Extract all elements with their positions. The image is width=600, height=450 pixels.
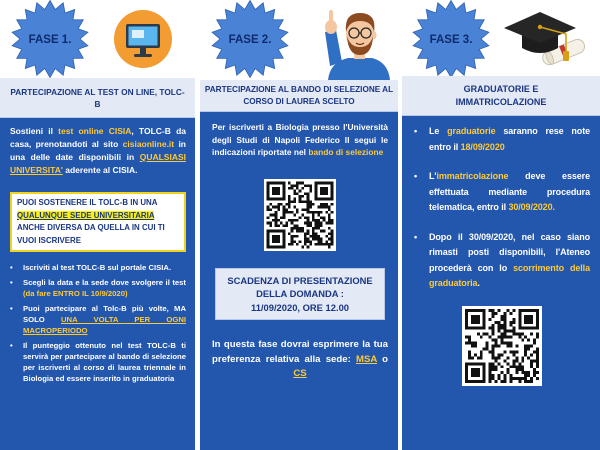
highlighted-text: scorrimento della graduatoria [429,262,590,288]
phase-1-column [0,0,195,450]
qr-code-container [212,179,388,251]
highlighted-text: QUALSIASI UNIVERSITA' [10,152,186,175]
qr-code [264,179,336,251]
graduation-cap-icon [502,3,592,75]
phase-1-banner [0,0,195,80]
phase-2-panel [200,80,398,450]
highlighted-text: QUALUNQUE SEDE UNIVERSITARIA [17,210,155,220]
phase-3-panel [402,76,600,450]
computer-monitor-icon [114,10,172,68]
highlighted-text: 18/09/2020 [460,141,505,152]
phase-1-intro: Sostieni il test online CISIA, TOLC-B da casa, prenotandoti al sito cisiaonline.it in una delle date disponibili in QUALSIASI UNIVERSITA' aderente al CISIA. [10,126,186,175]
highlighted-text: graduatorie [447,126,496,136]
highlighted-text: 30/09/2020. [508,202,555,212]
phase-2-title: PARTECIPAZIONE AL BANDO DI SELEZIONE AL CORSO DI LAUREA SCELTO [204,85,394,106]
phase-1-panel [0,78,195,450]
phase-1-callout-box: PUOI SOSTENERE IL TOLC-B IN UNA QUALUNQUE SEDE UNIVERSITARIA ANCHE DIVERSA DA QUELLA IN CUI TI VUOI ISCRIVERE [10,192,186,252]
phase-1-badge [6,0,94,78]
presenter-character-icon [320,2,392,80]
list-item: • L'immatricolazione deve essere effettuata mediante procedura telematica, entro il 30/09/2020. [414,169,590,216]
phase-1-title: PARTECIPAZIONE AL TEST ON LINE, TOLC-B [10,86,185,109]
phase-3-steps-list [414,124,590,292]
phase-1-steps-list [10,262,186,384]
phase-3-banner [402,0,600,80]
phase-2-column [200,0,398,450]
phase-3-body [402,116,600,386]
phase-3-badge [407,0,495,78]
highlighted-text: bando di selezione [308,147,384,157]
phase-3-column [402,0,600,450]
list-item: • Le graduatorie saranno rese note entro il 18/09/2020 [414,124,590,155]
phase-2-badge-label: FASE 2. [228,34,272,46]
phase-3-badge-label: FASE 3. [429,34,473,46]
phase-1-badge-label: FASE 1. [28,34,72,46]
phase-3-header [402,76,600,116]
highlighted-text: immatricolazione [436,171,509,181]
list-item: • Puoi partecipare al Tolc-B più volte, MA SOLO UNA VOLTA PER OGNI MACROPERIODO [10,303,186,336]
qr-code [462,306,542,386]
phase-2-badge [206,0,294,78]
list-item: • Il punteggio ottenuto nel test TOLC-B ti servirà per partecipare al bando di selezione per iscriverti al corso di laurea triennale in Biologia ed essere inserito in graduatoria [10,340,186,384]
phase-1-header [0,78,195,118]
phase-2-body [200,112,398,382]
list-item: • Scegli la data e la sede dove svolgere il test (da fare ENTRO IL 10/9/2020) [10,277,186,299]
highlighted-text: cisiaonline.it [122,139,175,149]
phase-2-banner [200,0,398,80]
list-item: • Dopo il 30/09/2020, nel caso siano rimasti posti disponibili, l'Ateneo procederà con lo scorrimento della graduatoria. [414,230,590,292]
deadline-line: SCADENZA DI PRESENTAZIONE [227,274,373,286]
highlighted-text: test online CISIA [58,126,132,136]
highlighted-text: UNA VOLTA PER OGNI MACROPERIODO [23,315,187,335]
highlighted-text: MSA [355,353,377,365]
phase-1-body [0,118,195,384]
list-item: • Iscriviti al test TOLC-B sul portale CISIA. [10,262,186,273]
deadline-box [215,268,385,321]
deadline-line: DELLA DOMANDA : [256,288,344,299]
phase-2-header [200,80,398,112]
highlighted-text: CS [293,368,307,379]
qr-code-container [414,306,590,386]
deadline-line: 11/09/2020, ORE 12.00 [251,301,349,313]
highlighted-text: (da fare ENTRO IL 10/9/2020) [23,289,128,298]
phase-2-intro: Per iscriverti a Biologia presso l'Università degli Studi di Napoli Federico II segui le indicazioni riportate nel bando di selezione [212,122,388,157]
campus-preference-text: In questa fase dovrai esprimere la tua preferenza relativa alla sede: MSA o CS [212,339,388,379]
phase-3-title: GRADUATORIE E IMMATRICOLAZIONE [455,83,547,107]
